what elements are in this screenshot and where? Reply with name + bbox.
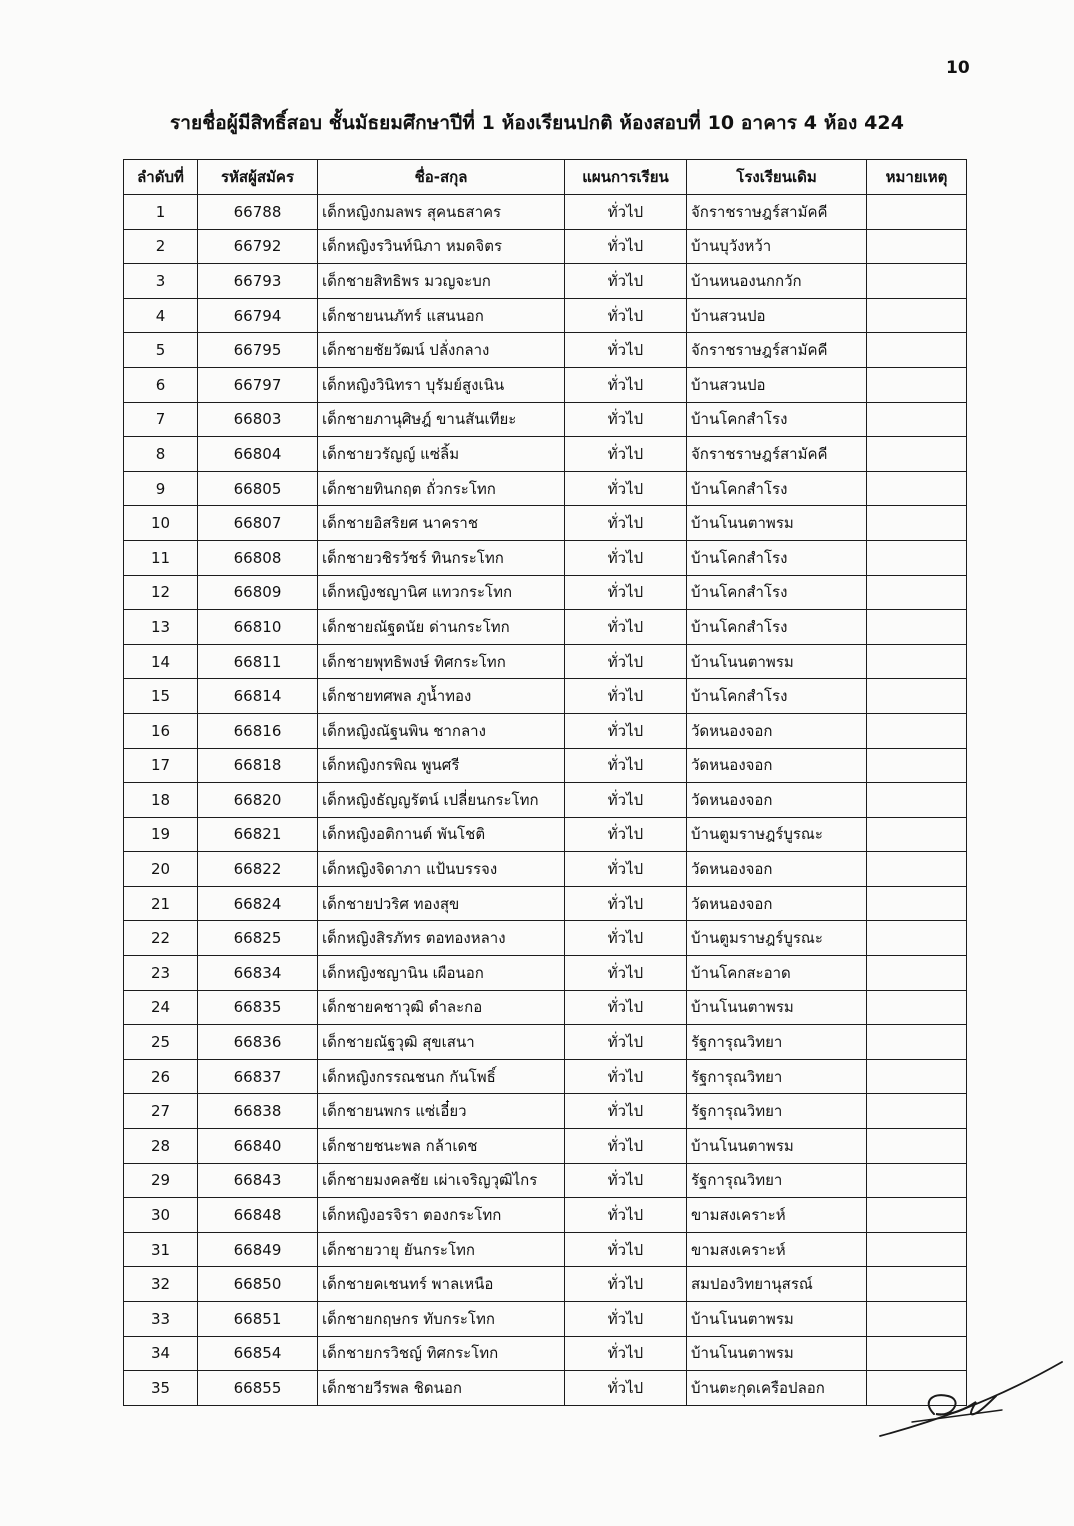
study-plan-cell: ทั่วไป [565,817,687,852]
full-name-cell: เด็กชายวีรพล ชิดนอก [318,1371,565,1406]
previous-school-cell: บ้านโนนตาพรม [687,644,867,679]
table-row [124,748,967,783]
study-plan-cell: ทั่วไป [565,1336,687,1371]
table-row [124,367,967,402]
table-row [124,713,967,748]
previous-school-cell: บ้านตูมราษฎร์บูรณะ [687,817,867,852]
applicant-code-cell: 66836 [198,1025,318,1060]
previous-school-cell: บ้านโคกสำโรง [687,471,867,506]
table-body [124,195,967,1406]
seq-cell: 6 [124,367,198,402]
applicant-code-cell: 66788 [198,195,318,230]
applicant-code-cell: 66820 [198,783,318,818]
remarks-cell [867,1267,967,1302]
full-name-cell: เด็กชายนนภัทร์ แสนนอก [318,298,565,333]
previous-school-cell: รัฐการุณวิทยา [687,1025,867,1060]
applicant-code-cell: 66825 [198,921,318,956]
applicant-code-cell: 66838 [198,1094,318,1129]
full-name-cell: เด็กชายนพกร แซ่เอี๋ยว [318,1094,565,1129]
table-row [124,1198,967,1233]
full-name-cell: เด็กชายณัฐดนัย ด่านกระโทก [318,610,565,645]
study-plan-cell: ทั่วไป [565,1129,687,1164]
table-row [124,264,967,299]
remarks-cell [867,1059,967,1094]
applicant-code-cell: 66809 [198,575,318,610]
applicant-code-cell: 66850 [198,1267,318,1302]
study-plan-cell: ทั่วไป [565,1094,687,1129]
full-name-cell: เด็กหญิงอรจิรา ตองกระโทก [318,1198,565,1233]
remarks-cell [867,1094,967,1129]
table-row [124,471,967,506]
remarks-cell [867,1025,967,1060]
table-row [124,886,967,921]
full-name-cell: เด็กชายกรวิชญ์ ทิศกระโทก [318,1336,565,1371]
previous-school-cell: บ้านโคกสำโรง [687,402,867,437]
previous-school-cell: บ้านบุวังหว้า [687,229,867,264]
seq-cell: 35 [124,1371,198,1406]
table-row [124,1094,967,1129]
study-plan-cell: ทั่วไป [565,644,687,679]
previous-school-cell: บ้านหนองนกกวัก [687,264,867,299]
applicant-code-cell: 66803 [198,402,318,437]
remarks-cell [867,610,967,645]
seq-cell: 16 [124,713,198,748]
applicant-code-cell: 66816 [198,713,318,748]
remarks-cell [867,471,967,506]
full-name-cell: เด็กชายวายุ ยันกระโทก [318,1232,565,1267]
previous-school-cell: บ้านโคกสำโรง [687,540,867,575]
seq-cell: 28 [124,1129,198,1164]
previous-school-cell: วัดหนองจอก [687,748,867,783]
study-plan-cell: ทั่วไป [565,783,687,818]
seq-cell: 13 [124,610,198,645]
seq-cell: 1 [124,195,198,230]
seq-cell: 30 [124,1198,198,1233]
study-plan-cell: ทั่วไป [565,1163,687,1198]
previous-school-cell: จักราชราษฎร์สามัคคี [687,195,867,230]
full-name-cell: เด็กชายทินกฤต ถั่วกระโทก [318,471,565,506]
table-row [124,644,967,679]
document-title: รายชื่อผู้มีสิทธิ์สอบ ชั้นมัธยมศึกษาปีที่ 1 ห้องเรียนปกติ ห้องสอบที่ 10 อาคาร 4 ห้อง 424 [169,112,905,134]
remarks-cell [867,402,967,437]
table-row [124,1059,967,1094]
previous-school-cell: บ้านโนนตาพรม [687,1302,867,1337]
seq-cell: 2 [124,229,198,264]
applicant-code-cell: 66818 [198,748,318,783]
table-row [124,921,967,956]
study-plan-cell: ทั่วไป [565,1198,687,1233]
study-plan-cell: ทั่วไป [565,956,687,991]
applicant-code-cell: 66824 [198,886,318,921]
table-row [124,990,967,1025]
study-plan-cell: ทั่วไป [565,610,687,645]
full-name-cell: เด็กชายกฤษกร ทับกระโทก [318,1302,565,1337]
full-name-cell: เด็กชายพุทธิพงษ์ ทิศกระโทก [318,644,565,679]
applicant-code-cell: 66840 [198,1129,318,1164]
seq-cell: 7 [124,402,198,437]
full-name-cell: เด็กชายวรัญญ์ แซ่ลิ้ม [318,437,565,472]
previous-school-cell: วัดหนองจอก [687,713,867,748]
applicant-code-cell: 66851 [198,1302,318,1337]
previous-school-cell: วัดหนองจอก [687,852,867,887]
full-name-cell: เด็กชายชนะพล กล้าเดช [318,1129,565,1164]
previous-school-cell: รัฐการุณวิทยา [687,1094,867,1129]
applicant-code-cell: 66805 [198,471,318,506]
seq-cell: 33 [124,1302,198,1337]
remarks-cell [867,1232,967,1267]
table-row [124,1163,967,1198]
applicant-code-cell: 66810 [198,610,318,645]
remarks-cell [867,679,967,714]
seq-cell: 32 [124,1267,198,1302]
table-row [124,817,967,852]
seq-cell: 18 [124,783,198,818]
table-row [124,298,967,333]
full-name-cell: เด็กชายปวริศ ทองสุข [318,886,565,921]
applicant-code-cell: 66804 [198,437,318,472]
applicant-code-cell: 66835 [198,990,318,1025]
previous-school-cell: จักราชราษฎร์สามัคคี [687,437,867,472]
study-plan-cell: ทั่วไป [565,402,687,437]
remarks-cell [867,748,967,783]
remarks-cell [867,1198,967,1233]
table-row [124,333,967,368]
seq-cell: 25 [124,1025,198,1060]
table-row [124,783,967,818]
study-plan-cell: ทั่วไป [565,921,687,956]
table-row [124,1371,967,1406]
remarks-cell [867,1302,967,1337]
table-row [124,610,967,645]
seq-cell: 14 [124,644,198,679]
study-plan-cell: ทั่วไป [565,333,687,368]
study-plan-cell: ทั่วไป [565,367,687,402]
applicant-code-cell: 66854 [198,1336,318,1371]
table-row [124,437,967,472]
study-plan-cell: ทั่วไป [565,540,687,575]
study-plan-cell: ทั่วไป [565,679,687,714]
seq-cell: 19 [124,817,198,852]
study-plan-cell: ทั่วไป [565,1025,687,1060]
seq-cell: 29 [124,1163,198,1198]
seq-cell: 27 [124,1094,198,1129]
previous-school-cell: บ้านโคกสำโรง [687,610,867,645]
applicant-code-cell: 66811 [198,644,318,679]
remarks-cell [867,333,967,368]
full-name-cell: เด็กชายคชาวุฒิ ดำละกอ [318,990,565,1025]
seq-cell: 12 [124,575,198,610]
study-plan-cell: ทั่วไป [565,575,687,610]
seq-cell: 34 [124,1336,198,1371]
full-name-cell: เด็กชายชัยวัฒน์ ปลั่งกลาง [318,333,565,368]
header-applicant-code: รหัสผู้สมัคร [198,160,318,195]
remarks-cell [867,575,967,610]
remarks-cell [867,367,967,402]
table-row [124,229,967,264]
page-number: 10 [946,58,970,78]
seq-cell: 5 [124,333,198,368]
remarks-cell [867,195,967,230]
previous-school-cell: บ้านสวนปอ [687,367,867,402]
remarks-cell [867,886,967,921]
seq-cell: 23 [124,956,198,991]
previous-school-cell: บ้านโนนตาพรม [687,1336,867,1371]
previous-school-cell: บ้านตะกุดเครือปลอก [687,1371,867,1406]
remarks-cell [867,852,967,887]
table-row [124,1232,967,1267]
previous-school-cell: สมปองวิทยานุสรณ์ [687,1267,867,1302]
header-remarks: หมายเหตุ [867,160,967,195]
remarks-cell [867,298,967,333]
remarks-cell [867,713,967,748]
seq-cell: 3 [124,264,198,299]
previous-school-cell: บ้านโนนตาพรม [687,990,867,1025]
full-name-cell: เด็กชายวชิรวัชร์ ทินกระโทก [318,540,565,575]
seq-cell: 10 [124,506,198,541]
remarks-cell [867,783,967,818]
study-plan-cell: ทั่วไป [565,298,687,333]
seq-cell: 20 [124,852,198,887]
candidate-table [123,159,967,1406]
applicant-code-cell: 66808 [198,540,318,575]
study-plan-cell: ทั่วไป [565,471,687,506]
study-plan-cell: ทั่วไป [565,748,687,783]
remarks-cell [867,990,967,1025]
applicant-code-cell: 66793 [198,264,318,299]
study-plan-cell: ทั่วไป [565,264,687,299]
full-name-cell: เด็กหญิงธัญญรัตน์ เปลี่ยนกระโทก [318,783,565,818]
seq-cell: 22 [124,921,198,956]
previous-school-cell: ขามสงเคราะห์ [687,1232,867,1267]
signature [872,1352,1068,1444]
applicant-code-cell: 66797 [198,367,318,402]
previous-school-cell: วัดหนองจอก [687,886,867,921]
table-row [124,1267,967,1302]
full-name-cell: เด็กหญิงวินิทรา บุรัมย์สูงเนิน [318,367,565,402]
previous-school-cell: ขามสงเคราะห์ [687,1198,867,1233]
full-name-cell: เด็กหญิงอติกานต์ พันโชติ [318,817,565,852]
applicant-code-cell: 66795 [198,333,318,368]
applicant-code-cell: 66821 [198,817,318,852]
study-plan-cell: ทั่วไป [565,1302,687,1337]
remarks-cell [867,437,967,472]
previous-school-cell: รัฐการุณวิทยา [687,1059,867,1094]
remarks-cell [867,1163,967,1198]
study-plan-cell: ทั่วไป [565,1371,687,1406]
table-row [124,956,967,991]
study-plan-cell: ทั่วไป [565,506,687,541]
previous-school-cell: วัดหนองจอก [687,783,867,818]
remarks-cell [867,506,967,541]
applicant-code-cell: 66849 [198,1232,318,1267]
full-name-cell: เด็กหญิงชญานิศ แทวกระโทก [318,575,565,610]
table-row [124,1129,967,1164]
seq-cell: 4 [124,298,198,333]
remarks-cell [867,1129,967,1164]
study-plan-cell: ทั่วไป [565,1232,687,1267]
previous-school-cell: บ้านโคกสะอาด [687,956,867,991]
seq-cell: 31 [124,1232,198,1267]
full-name-cell: เด็กหญิงณัฐนพิน ชากลาง [318,713,565,748]
remarks-cell [867,644,967,679]
previous-school-cell: บ้านโคกสำโรง [687,575,867,610]
seq-cell: 21 [124,886,198,921]
seq-cell: 17 [124,748,198,783]
full-name-cell: เด็กหญิงรวินท์นิภา หมดจิตร [318,229,565,264]
header-previous-school: โรงเรียนเดิม [687,160,867,195]
full-name-cell: เด็กชายภานุศิษฎ์ ขานสันเทียะ [318,402,565,437]
applicant-code-cell: 66855 [198,1371,318,1406]
previous-school-cell: จักราชราษฎร์สามัคคี [687,333,867,368]
header-full-name: ชื่อ-สกุล [318,160,565,195]
full-name-cell: เด็กชายคเชนทร์ พาลเหนือ [318,1267,565,1302]
study-plan-cell: ทั่วไป [565,195,687,230]
study-plan-cell: ทั่วไป [565,1059,687,1094]
previous-school-cell: บ้านสวนปอ [687,298,867,333]
previous-school-cell: บ้านโนนตาพรม [687,1129,867,1164]
full-name-cell: เด็กหญิงกมลพร สุคนธสาคร [318,195,565,230]
applicant-code-cell: 66807 [198,506,318,541]
study-plan-cell: ทั่วไป [565,437,687,472]
full-name-cell: เด็กหญิงจิดาภา แป้นบรรจง [318,852,565,887]
table-row [124,1302,967,1337]
remarks-cell [867,921,967,956]
full-name-cell: เด็กหญิงกรพิณ พูนศรี [318,748,565,783]
seq-cell: 8 [124,437,198,472]
table-row [124,540,967,575]
study-plan-cell: ทั่วไป [565,713,687,748]
table-row [124,679,967,714]
study-plan-cell: ทั่วไป [565,886,687,921]
seq-cell: 9 [124,471,198,506]
applicant-code-cell: 66843 [198,1163,318,1198]
full-name-cell: เด็กหญิงกรรณชนก กันโพธิ์ [318,1059,565,1094]
study-plan-cell: ทั่วไป [565,1267,687,1302]
table-row [124,575,967,610]
applicant-code-cell: 66848 [198,1198,318,1233]
seq-cell: 26 [124,1059,198,1094]
table-row [124,1025,967,1060]
full-name-cell: เด็กชายทศพล ภูน้ำทอง [318,679,565,714]
study-plan-cell: ทั่วไป [565,990,687,1025]
previous-school-cell: บ้านโคกสำโรง [687,679,867,714]
table-header-row [124,160,967,195]
remarks-cell [867,264,967,299]
previous-school-cell: บ้านโนนตาพรม [687,506,867,541]
applicant-code-cell: 66822 [198,852,318,887]
header-study-plan: แผนการเรียน [565,160,687,195]
full-name-cell: เด็กหญิงสิรภัทร ตอทองหลาง [318,921,565,956]
seq-cell: 11 [124,540,198,575]
applicant-code-cell: 66837 [198,1059,318,1094]
full-name-cell: เด็กชายสิทธิพร มวญจะบก [318,264,565,299]
table-row [124,1336,967,1371]
table-row [124,402,967,437]
applicant-code-cell: 66834 [198,956,318,991]
table-row [124,852,967,887]
full-name-cell: เด็กชายอิสริยศ นาคราช [318,506,565,541]
full-name-cell: เด็กชายมงคลชัย เผ่าเจริญวุฒิไกร [318,1163,565,1198]
remarks-cell [867,540,967,575]
applicant-code-cell: 66794 [198,298,318,333]
applicant-code-cell: 66814 [198,679,318,714]
remarks-cell [867,956,967,991]
remarks-cell [867,229,967,264]
seq-cell: 24 [124,990,198,1025]
table-row [124,195,967,230]
remarks-cell [867,817,967,852]
seq-cell: 15 [124,679,198,714]
header-seq: ลำดับที่ [124,160,198,195]
study-plan-cell: ทั่วไป [565,229,687,264]
full-name-cell: เด็กหญิงชญานิน เผือนอก [318,956,565,991]
study-plan-cell: ทั่วไป [565,852,687,887]
previous-school-cell: รัฐการุณวิทยา [687,1163,867,1198]
applicant-code-cell: 66792 [198,229,318,264]
full-name-cell: เด็กชายณัฐวุฒิ สุขเสนา [318,1025,565,1060]
table-row [124,506,967,541]
previous-school-cell: บ้านตูมราษฎร์บูรณะ [687,921,867,956]
